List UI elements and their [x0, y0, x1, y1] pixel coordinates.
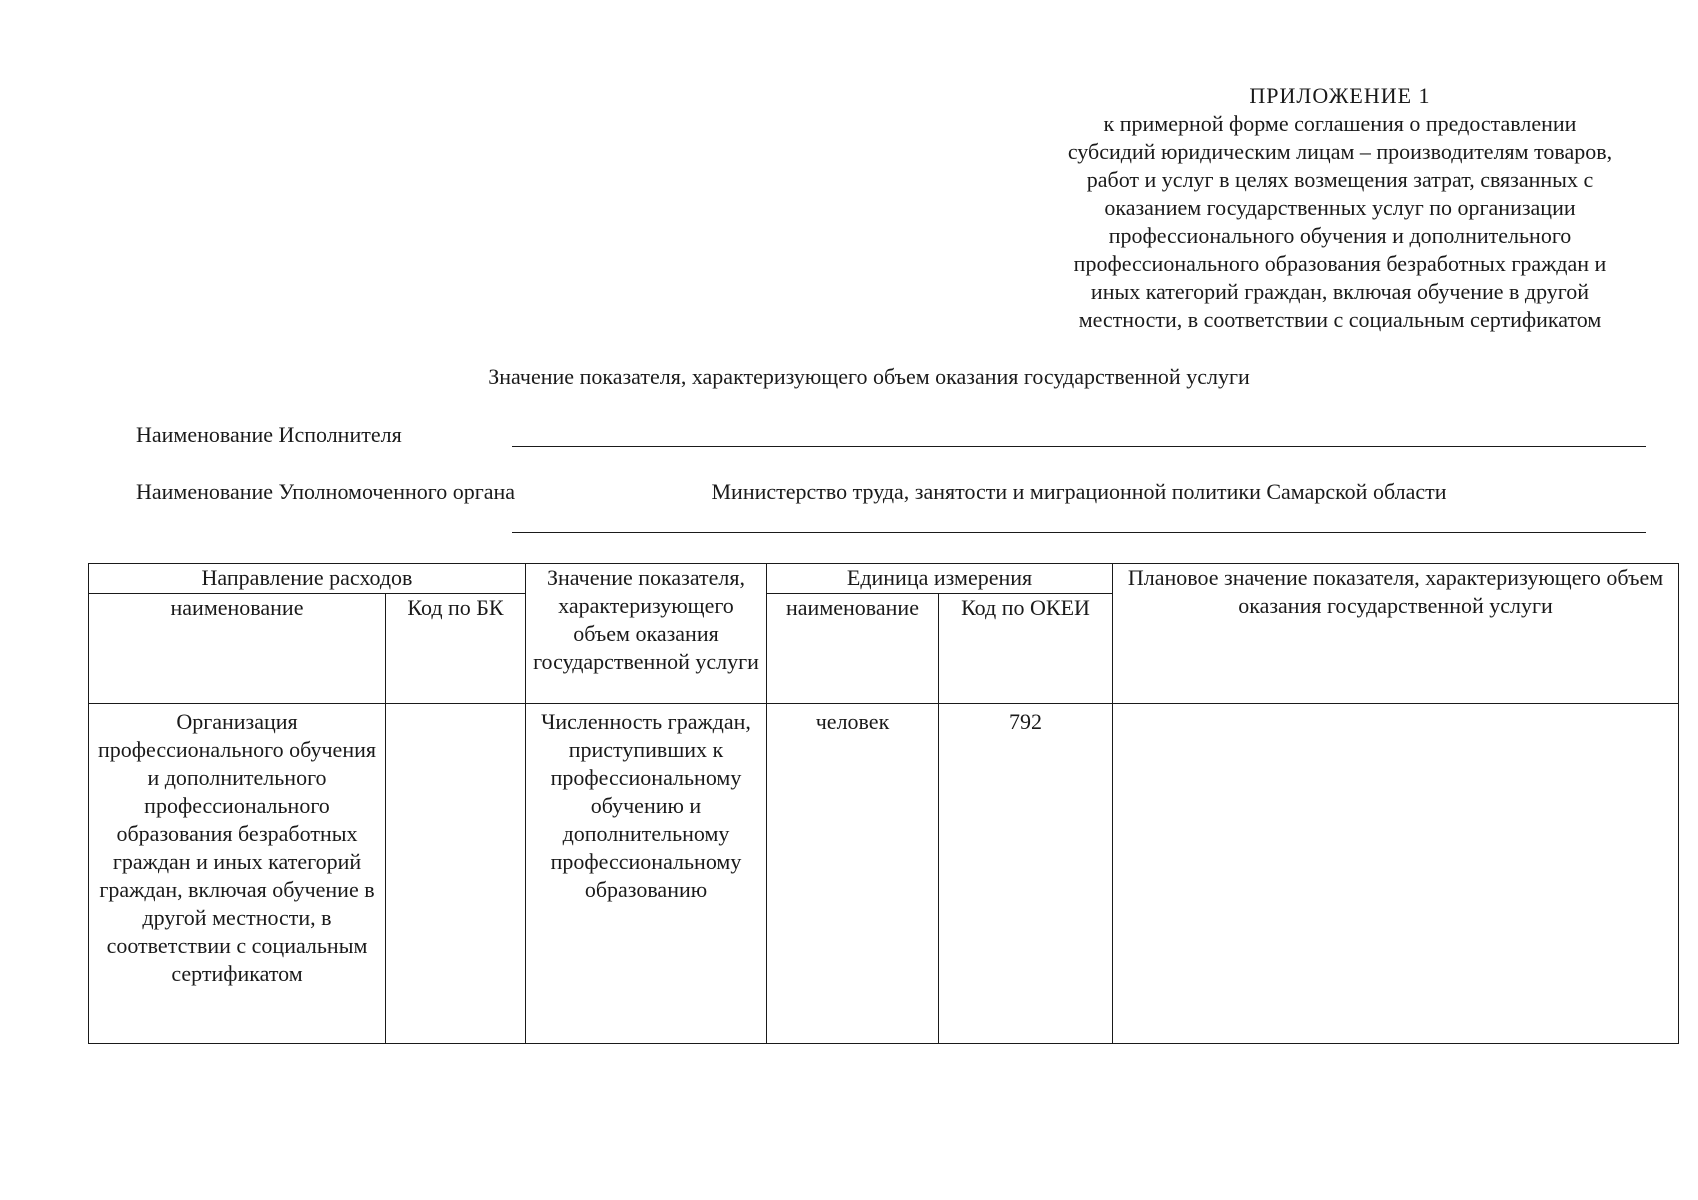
appendix-line: субсидий юридическим лицам – производителям товаров, [1067, 139, 1613, 164]
appendix-line: иных категорий граждан, включая обучение в другой [1090, 279, 1590, 304]
appendix-line: к примерной форме соглашения о предоставлении [1103, 111, 1577, 136]
header-indicator-value: Значение показателя, характеризующего объем оказания государственной услуги [526, 564, 767, 704]
cell-bk-code[interactable] [386, 704, 526, 1044]
indicator-table [88, 563, 1679, 1044]
header-okei-code: Код по ОКЕИ [939, 594, 1113, 704]
appendix-line: профессионального обучения и дополнительного [1108, 223, 1572, 248]
header-expense-direction: Направление расходов [89, 564, 526, 594]
cell-name: Организация профессионального обучения и дополнительного профессионального образования безработных граждан и иных категорий граждан, включая обучение в другой местности, в соответствии с социальным сертификатом [89, 704, 386, 1044]
header-bk-code: Код по БК [386, 594, 526, 704]
authority-field-line [512, 532, 1646, 533]
appendix-header [1020, 82, 1660, 334]
document-title: Значение показателя, характеризующего объем оказания государственной услуги [488, 364, 1250, 389]
executor-field[interactable] [512, 446, 1646, 447]
appendix-title: ПРИЛОЖЕНИЕ 1 [1249, 83, 1431, 108]
cell-okei-code: 792 [939, 704, 1113, 1044]
appendix-line: работ и услуг в целях возмещения затрат, связанных с [1086, 167, 1594, 192]
header-name: наименование [89, 594, 386, 704]
appendix-line: оказанием государственных услуг по организации [1104, 195, 1576, 220]
authority-label: Наименование Уполномоченного органа [136, 479, 516, 504]
cell-indicator-value: Численность граждан, приступивших к профессиональному обучению и дополнительному профессиональному образованию [526, 704, 767, 1044]
executor-label: Наименование Исполнителя [136, 422, 402, 447]
table-header-row [89, 564, 1679, 594]
table-row [89, 704, 1679, 1044]
header-planned-value: Плановое значение показателя, характеризующего объем оказания государственной услуги [1113, 564, 1679, 704]
cell-planned-value[interactable] [1113, 704, 1679, 1044]
cell-unit-name: человек [767, 704, 939, 1044]
appendix-line: местности, в соответствии с социальным сертификатом [1078, 307, 1602, 332]
header-unit-name: наименование [767, 594, 939, 704]
appendix-line: профессионального образования безработных граждан и [1073, 251, 1607, 276]
authority-value: Министерство труда, занятости и миграционной политики Самарской области [711, 479, 1447, 504]
header-unit: Единица измерения [767, 564, 1113, 594]
